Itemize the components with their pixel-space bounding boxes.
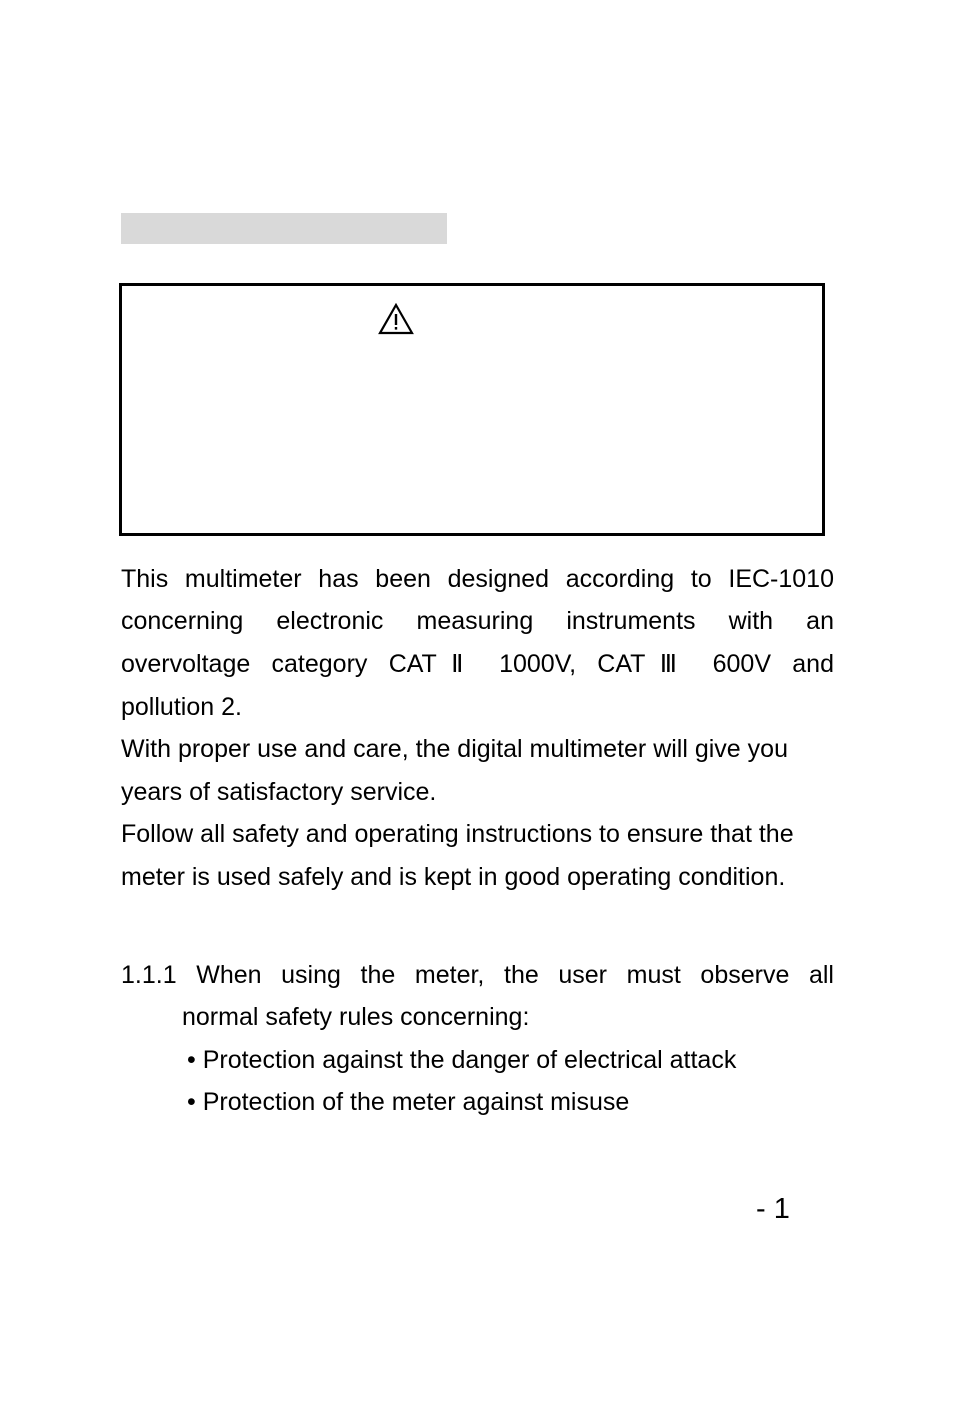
- list-item: • Protection of the meter against misuse: [187, 1088, 630, 1116]
- warning-triangle-icon: [378, 303, 414, 335]
- rule-item-line-1: 1.1.1 When using the meter, the user must observe all: [121, 961, 834, 989]
- page-number: - 1: [756, 1193, 790, 1225]
- intro-line-1: This multimeter has been designed according to IEC-1010: [121, 565, 834, 593]
- care-paragraph: With proper use and care, the digital multimeter will give you years of satisfactory service.: [121, 735, 788, 806]
- safety-paragraph: Follow all safety and operating instructions to ensure that the meter is used safely and is kept in good operating condition.: [121, 820, 794, 891]
- intro-line-3: overvoltage category CATⅡ 1000V, CATⅢ 600V and: [121, 650, 834, 678]
- intro-line-2: concerning electronic measuring instruments with an: [121, 607, 834, 635]
- section-heading-bar: [121, 213, 447, 244]
- warning-box: [119, 283, 825, 536]
- rule-item-line-2: normal safety rules concerning:: [182, 1003, 530, 1031]
- list-item: • Protection against the danger of electrical attack: [187, 1046, 737, 1074]
- intro-line-4: pollution 2.: [121, 693, 242, 721]
